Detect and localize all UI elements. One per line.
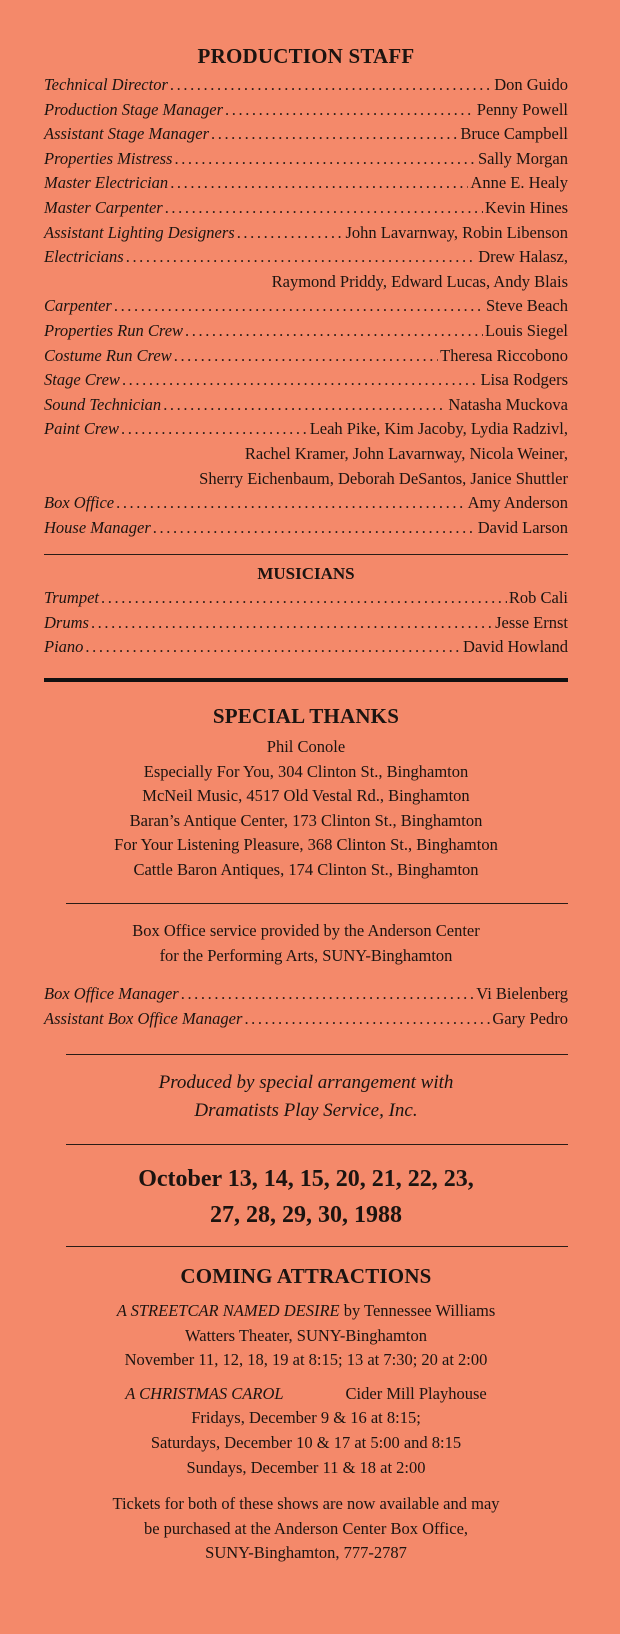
staff-name: David Larson (477, 517, 568, 537)
show-streetcar (44, 1299, 568, 1373)
thanks-line: Especially For You, 304 Clinton St., Binghamton (143, 761, 469, 781)
leader-dots (101, 586, 507, 611)
staff-name: Amy Anderson (467, 493, 568, 513)
staff-row (44, 294, 568, 319)
leader-dots (174, 147, 476, 172)
box-office-name: Vi Bielenberg (476, 984, 568, 1004)
arrangement-line: Dramatists Play Service, Inc. (194, 1100, 418, 1121)
special-thanks-list (44, 735, 568, 883)
thanks-line: McNeil Music, 4517 Old Vestal Rd., Binghamton (142, 786, 470, 806)
staff-name: Natasha Muckova (448, 394, 568, 414)
dates-line: October 13, 14, 15, 20, 21, 22, 23, (138, 1166, 474, 1192)
staff-name-continuation: Sherry Eichenbaum, Deborah DeSantos, Janice Shuttler (199, 468, 568, 488)
staff-name-continuation: Rachel Kramer, John Lavarnway, Nicola Weiner, (244, 443, 568, 463)
show-christmas-carol (44, 1382, 568, 1480)
performance-dates (44, 1161, 568, 1233)
tickets-note (44, 1492, 568, 1566)
leader-dots (114, 294, 484, 319)
show-author: by Tennessee Williams (339, 1301, 496, 1320)
staff-row (44, 196, 568, 221)
leader-dots (126, 245, 476, 270)
staff-name: Louis Siegel (485, 320, 568, 340)
staff-role: Paint Crew (44, 419, 120, 439)
leader-dots (185, 319, 483, 344)
divider (66, 1054, 568, 1055)
staff-name: Anne E. Healy (470, 173, 568, 193)
show-title-line (44, 1382, 568, 1407)
staff-row (44, 491, 568, 516)
staff-role: Master Electrician (44, 173, 169, 193)
staff-name: Leah Pike, Kim Jacoby, Lydia Radzivl, (309, 419, 568, 439)
staff-name: Drew Halasz, (478, 247, 568, 267)
musicians-list (44, 586, 568, 660)
staff-row (44, 393, 568, 418)
show-title: A CHRISTMAS CAROL (125, 1383, 284, 1403)
musician-row (44, 611, 568, 636)
staff-name: Sally Morgan (478, 148, 568, 168)
musician-instrument: Piano (44, 637, 84, 657)
staff-name: Bruce Campbell (460, 124, 568, 144)
staff-row (44, 171, 568, 196)
box-office-list (44, 982, 568, 1031)
thanks-line: Cattle Baron Antiques, 174 Clinton St., Binghamton (133, 859, 479, 879)
production-staff-section (44, 44, 568, 540)
staff-row (44, 73, 568, 98)
staff-row (44, 147, 568, 172)
box-office-row (44, 982, 568, 1007)
staff-role: Sound Technician (44, 394, 162, 414)
staff-role: House Manager (44, 517, 151, 537)
show-title: A STREETCAR NAMED DESIRE (116, 1301, 340, 1320)
staff-role: Production Stage Manager (44, 99, 224, 119)
special-thanks-heading: SPECIAL THANKS (212, 704, 400, 728)
staff-name: Kevin Hines (485, 197, 568, 217)
special-thanks-section (44, 704, 568, 883)
staff-row (44, 245, 568, 270)
staff-role: Costume Run Crew (44, 345, 172, 365)
thanks-line: Baran’s Antique Center, 173 Clinton St., Binghamton (129, 810, 483, 830)
show-times: Fridays, December 9 & 16 at 8:15; (191, 1408, 421, 1428)
box-office-note: for the Performing Arts, SUNY-Binghamton (159, 945, 453, 965)
tickets-line: SUNY-Binghamton, 777-2787 (205, 1543, 407, 1563)
production-staff-heading: PRODUCTION STAFF (197, 44, 415, 68)
staff-role: Electricians (44, 247, 124, 267)
musician-name: David Howland (463, 637, 568, 657)
musician-name: Jesse Ernst (495, 612, 568, 632)
show-times: Saturdays, December 10 & 17 at 5:00 and 8:15 (150, 1432, 462, 1452)
show-times: Sundays, December 11 & 18 at 2:00 (186, 1457, 426, 1477)
staff-row (44, 344, 568, 369)
staff-name: Theresa Riccobono (440, 345, 568, 365)
dates-line: 27, 28, 29, 30, 1988 (210, 1202, 402, 1228)
leader-dots (165, 196, 483, 221)
divider (44, 554, 568, 555)
arrangement-line: Produced by special arrangement with (158, 1072, 454, 1093)
leader-dots (153, 516, 476, 541)
divider (66, 903, 568, 904)
staff-row (44, 221, 568, 246)
leader-dots (85, 635, 461, 660)
divider (66, 1144, 568, 1145)
box-office-role: Assistant Box Office Manager (44, 1008, 243, 1028)
leader-dots (225, 98, 475, 123)
tickets-line: Tickets for both of these shows are now available and may (112, 1494, 500, 1514)
show-title-line (44, 1299, 568, 1324)
box-office-row (44, 1007, 568, 1032)
staff-role: Properties Mistress (44, 148, 173, 168)
musician-name: Rob Cali (508, 588, 568, 607)
musician-row (44, 586, 568, 611)
staff-row (44, 98, 568, 123)
leader-dots (116, 491, 466, 516)
coming-attractions-section (44, 1264, 568, 1566)
staff-name: John Lavarnway, Robin Libenson (345, 222, 568, 242)
leader-dots (174, 344, 438, 369)
leader-dots (170, 171, 468, 196)
box-office-role: Box Office Manager (44, 984, 179, 1004)
staff-row (44, 319, 568, 344)
staff-name: Don Guido (494, 75, 568, 94)
leader-dots (244, 1007, 490, 1032)
divider (66, 1246, 568, 1247)
show-venue: Watters Theater, SUNY-Binghamton (185, 1325, 427, 1345)
musicians-heading: MUSICIANS (257, 564, 355, 583)
staff-role: Master Carpenter (44, 197, 163, 217)
thanks-line: Phil Conole (266, 737, 346, 756)
leader-dots (163, 393, 446, 418)
show-times: November 11, 12, 18, 19 at 8:15; 13 at 7:30; 20 at 2:00 (124, 1350, 488, 1370)
musicians-section (44, 564, 568, 660)
box-office-section (44, 919, 568, 1031)
show-venue: Cider Mill Playhouse (345, 1383, 487, 1403)
coming-attractions-heading: COMING ATTRACTIONS (180, 1264, 432, 1288)
leader-dots (211, 122, 458, 147)
staff-role: Properties Run Crew (44, 320, 184, 340)
leader-dots (122, 368, 479, 393)
tickets-line: be purchased at the Anderson Center Box Office, (143, 1518, 469, 1538)
staff-row (44, 516, 568, 541)
staff-name: Lisa Rodgers (480, 370, 568, 390)
staff-role: Carpenter (44, 296, 112, 316)
leader-dots (170, 73, 492, 98)
staff-row (44, 122, 568, 147)
arrangement-section (44, 1069, 568, 1125)
staff-name: Steve Beach (485, 296, 568, 316)
box-office-name: Gary Pedro (492, 1008, 568, 1028)
staff-role: Technical Director (44, 75, 168, 94)
leader-dots (181, 982, 475, 1007)
staff-name-continuation: Raymond Priddy, Edward Lucas, Andy Blais (271, 271, 568, 291)
staff-role: Assistant Lighting Designers (44, 222, 235, 242)
production-staff-list (44, 73, 568, 540)
staff-role: Assistant Stage Manager (44, 124, 209, 144)
musician-row (44, 635, 568, 660)
leader-dots (121, 417, 308, 442)
leader-dots (237, 221, 344, 246)
thick-divider (44, 678, 568, 682)
staff-row (44, 368, 568, 393)
leader-dots (91, 611, 493, 636)
thanks-line: For Your Listening Pleasure, 368 Clinton St., Binghamton (114, 835, 498, 855)
staff-role: Box Office (44, 493, 115, 513)
staff-name: Penny Powell (476, 99, 568, 119)
box-office-note: Box Office service provided by the Anderson Center (132, 921, 480, 940)
staff-row (44, 417, 568, 442)
musician-instrument: Trumpet (44, 588, 100, 607)
staff-role: Stage Crew (44, 370, 120, 390)
musician-instrument: Drums (44, 612, 89, 632)
